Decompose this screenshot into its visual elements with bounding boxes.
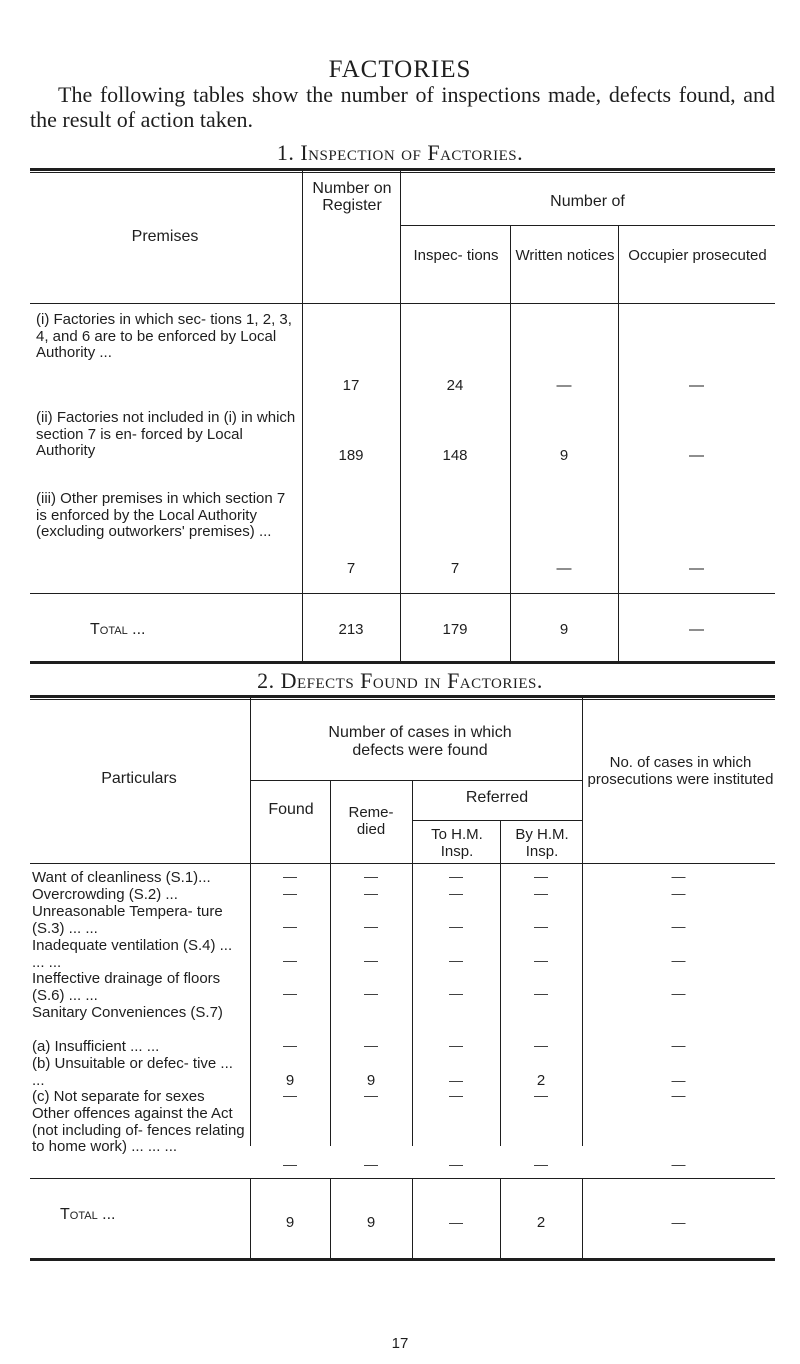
table1-row-label: (i) Factories in which sec- tions 1, 2, 3, 4, and 6 are to be enforced by Local Authority ... xyxy=(36,311,292,361)
table2-total-cell: — xyxy=(671,1214,686,1230)
by-hm-header: By H.M. Insp. xyxy=(515,826,569,860)
table2-row-label: Inadequate ventilation (S.4) ... ... ... xyxy=(32,937,233,971)
table1-title: 1. Inspection of Factories. xyxy=(276,140,524,165)
table2-cell: — xyxy=(671,1156,686,1172)
remedied-header: Reme- died xyxy=(348,804,394,838)
table2-cell: — xyxy=(449,1037,463,1053)
table2-cell: — xyxy=(283,985,297,1001)
inspections-header: Inspec- tions xyxy=(413,247,499,264)
number-of-header: Number of xyxy=(550,193,625,210)
table2-cell: — xyxy=(671,952,686,968)
table1-total-cell: — xyxy=(689,621,704,638)
table2-cell: — xyxy=(534,1037,548,1053)
table2-cell: — xyxy=(283,1156,297,1172)
table2-title: 2. Defects Found in Factories. xyxy=(257,668,543,693)
table2-cell: — xyxy=(364,1087,378,1103)
table2-cell: — xyxy=(534,1156,548,1172)
table2-row-label: Overcrowding (S.2) ... xyxy=(32,886,178,903)
table2-row-label: Sanitary Conveniences (S.7) xyxy=(32,1004,223,1021)
table2-row-label: Want of cleanliness (S.1)... xyxy=(32,869,211,886)
table2-cell: — xyxy=(283,952,297,968)
table2-cell: — xyxy=(283,1037,297,1053)
table1-cell: 17 xyxy=(342,377,360,394)
table1-cell: — xyxy=(689,560,704,577)
table2-total-label: Total ... xyxy=(60,1206,116,1223)
table2-cell: — xyxy=(364,918,378,934)
table2-cell: 9 xyxy=(285,1072,295,1089)
table2-cell: — xyxy=(364,952,378,968)
premises-header: Premises xyxy=(131,228,199,245)
table2-cell: — xyxy=(534,985,548,1001)
table2-cell: — xyxy=(283,885,297,901)
table2-cell: 2 xyxy=(536,1072,546,1089)
table2-cell: — xyxy=(449,985,463,1001)
table2-total-cell: 2 xyxy=(536,1214,546,1231)
table2-row-label: Unreasonable Tempera- ture (S.3) ... ... xyxy=(32,903,223,937)
table1-cell: 7 xyxy=(450,560,460,577)
table2-cell: — xyxy=(283,868,297,884)
table1-row-label: (ii) Factories not included in (i) in which section 7 is en- forced by Local Authority xyxy=(36,409,296,459)
table2-total-cell: 9 xyxy=(366,1214,376,1231)
table2-cell: — xyxy=(449,1156,463,1172)
to-hm-header: To H.M. Insp. xyxy=(431,826,483,860)
table2-cell: — xyxy=(671,985,686,1001)
table2-cell: — xyxy=(534,918,548,934)
intro-paragraph: The following tables show the number of inspections made, defects found, and the result of action taken. xyxy=(30,82,775,132)
table1-cell: 9 xyxy=(559,447,569,464)
table1-cell: — xyxy=(689,377,704,394)
table2-cell: — xyxy=(671,1087,686,1103)
table1-total-cell: 9 xyxy=(559,621,569,638)
written-notices-header: Written notices xyxy=(515,247,615,264)
table2-cell: — xyxy=(283,1087,297,1103)
table2-cell: — xyxy=(534,868,548,884)
cases-header: Number of cases in which defects were found xyxy=(328,724,512,759)
table2-cell: — xyxy=(534,1087,548,1103)
table2-row-label: (a) Insufficient ... ... xyxy=(32,1038,160,1055)
table2-cell: — xyxy=(364,885,378,901)
prosecutions-header: No. of cases in which prosecutions were instituted xyxy=(587,754,774,788)
table2-cell: 9 xyxy=(366,1072,376,1089)
table2-cell: — xyxy=(534,885,548,901)
table2-cell: — xyxy=(364,1037,378,1053)
table1-cell: — xyxy=(689,447,704,464)
table2-row-label: (c) Not separate for sexes xyxy=(32,1088,205,1105)
table2-row-label: (b) Unsuitable or defec- tive ... ... xyxy=(32,1055,233,1089)
occupier-prosecuted-header: Occupier prosecuted xyxy=(628,247,767,264)
table2-cell: — xyxy=(671,885,686,901)
table1-row-label: (iii) Other premises in which section 7 is enforced by the Local Authority (excluding outworkers' premises) ... xyxy=(36,490,286,540)
table1-total-cell: 179 xyxy=(442,621,468,638)
table2-cell: — xyxy=(671,868,686,884)
table2-cell: — xyxy=(671,1037,686,1053)
table2-total-cell: 9 xyxy=(285,1214,295,1231)
table2-cell: — xyxy=(534,952,548,968)
table1-cell: 148 xyxy=(442,447,468,464)
table1-cell: — xyxy=(556,377,572,394)
found-header: Found xyxy=(268,801,314,818)
table2-cell: — xyxy=(364,1156,378,1172)
table2-cell: — xyxy=(449,1087,463,1103)
table2-cell: — xyxy=(364,868,378,884)
table2-row-label: Ineffective drainage of floors (S.6) ... ... xyxy=(32,970,221,1004)
table2-cell: — xyxy=(449,868,463,884)
table1-total-cell: 213 xyxy=(338,621,364,638)
table2-cell: — xyxy=(283,918,297,934)
table2-cell: — xyxy=(449,885,463,901)
table2-total-cell: — xyxy=(449,1214,463,1230)
particulars-header: Particulars xyxy=(101,770,177,787)
table2-cell: — xyxy=(449,918,463,934)
table1-total-label: Total ... xyxy=(90,621,146,638)
table2-cell: — xyxy=(449,952,463,968)
table2-cell: — xyxy=(449,1072,463,1088)
table1-cell: 24 xyxy=(446,377,464,394)
page-title: FACTORIES xyxy=(328,56,472,83)
table1-cell: 7 xyxy=(346,560,356,577)
page-number: 17 xyxy=(391,1335,409,1352)
referred-header: Referred xyxy=(465,789,529,806)
table1-cell: 189 xyxy=(338,447,364,464)
table1-cell: — xyxy=(556,560,572,577)
register-header: Number on Register xyxy=(312,180,392,214)
table2-cell: — xyxy=(671,1072,686,1088)
table2-cell: — xyxy=(671,918,686,934)
table2-cell: — xyxy=(364,985,378,1001)
table2-row-label: Other offences against the Act (not including of- fences relating to home work) ... ... ... xyxy=(32,1105,245,1155)
